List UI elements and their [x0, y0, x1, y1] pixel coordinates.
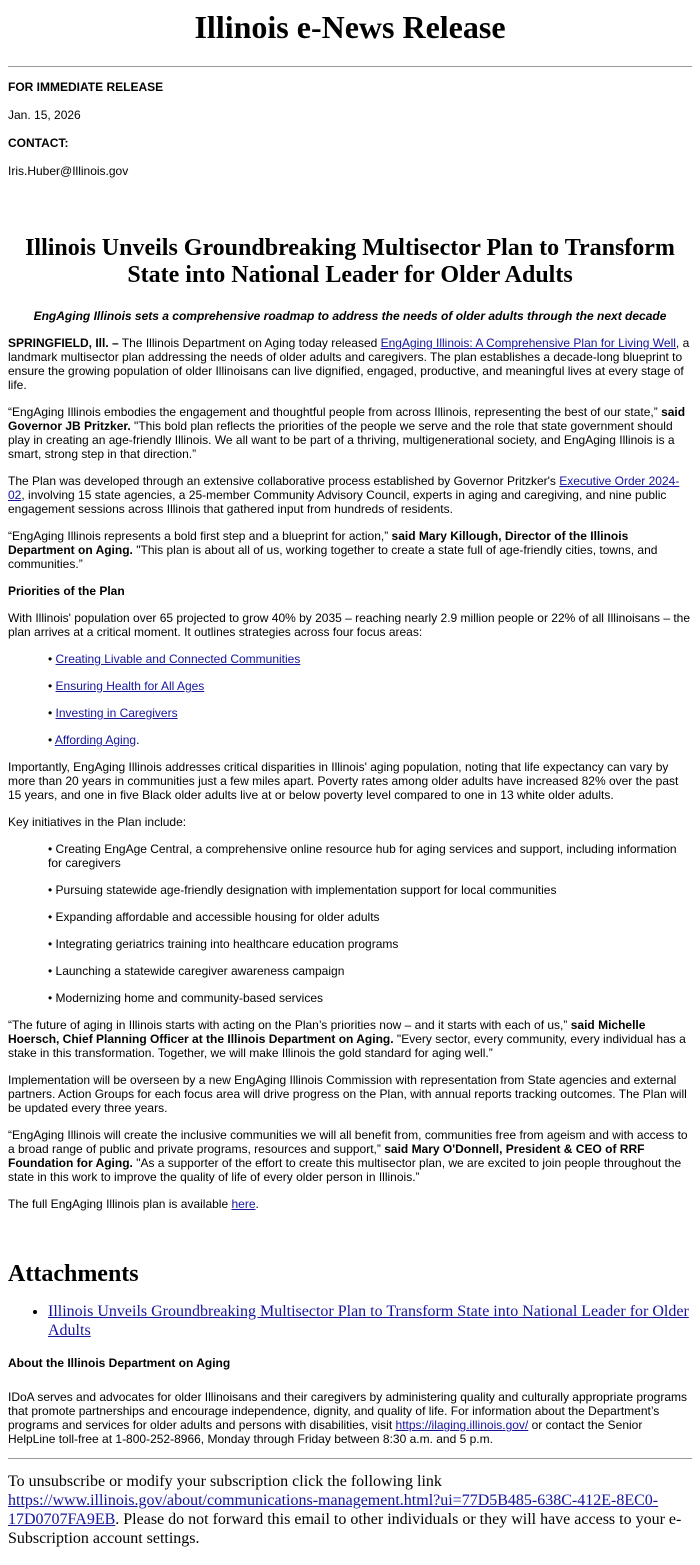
focus-area-item	[48, 733, 692, 747]
initiatives-intro: Key initiatives in the Plan include:	[8, 815, 187, 829]
paragraph-hoersch-quote	[8, 1018, 692, 1060]
paragraph-implementation: Implementation will be overseen by a new EngAging Illinois Commission with representation from State agencies and external partners. Action Groups for each focus area will drive progress on the Plan, with annual reports tracking outcomes. The Plan will be updated every three years.	[8, 1073, 687, 1115]
quote-text: “The future of aging in Illinois starts with acting on the Plan’s priorities now – and it starts with each of us,”	[8, 1018, 571, 1032]
speaker-attribution: said Mary Killough, Director of the Illinois Department on Aging.	[8, 529, 629, 557]
release-meta	[8, 80, 692, 178]
bullet: •	[48, 706, 56, 720]
suffix: .	[136, 733, 140, 747]
initiatives-list	[8, 842, 692, 1005]
article-subhead: EngAging Illinois sets a comprehensive roadmap to address the needs of older adults through the next decade	[33, 309, 667, 323]
text: , involving 15 state agencies, a 25-member Community Advisory Council, experts in aging and caregiving, and nine public engagement sessions across Illinois that gathered input from hundreds of residents.	[8, 488, 667, 516]
attachment-item	[48, 1302, 692, 1340]
speaker-attribution: said Michelle Hoersch, Chief Planning Officer at the Illinois Department on Aging.	[8, 1018, 646, 1046]
about-paragraph	[8, 1390, 692, 1446]
contact-label: CONTACT:	[8, 136, 69, 150]
text: .	[255, 1197, 259, 1211]
quote-text: "As a supporter of the effort to create this multisector plan, we are excited to join people throughout the state in this work to improve the quality of life of every older person in Illinois.”	[8, 1156, 682, 1184]
focus-area-item	[48, 706, 692, 720]
full-plan-here-link[interactable]: here	[231, 1197, 256, 1211]
attachments-heading: Attachments	[8, 1261, 139, 1287]
quote-text: “EngAging Illinois embodies the engagement and thoughtful people from across Illinois, representing the best of our state,”	[8, 405, 662, 419]
release-date: Jan. 15, 2026	[8, 108, 81, 122]
paragraph-intro	[8, 336, 692, 392]
bullet: •	[48, 679, 56, 693]
text: . Please do not forward this email to other individuals or they will have access to your e-Subscription account settings.	[8, 1511, 682, 1547]
focus-area-link-communities[interactable]: Creating Livable and Connected Communities	[55, 652, 301, 666]
attachment-link[interactable]: Illinois Unveils Groundbreaking Multisector Plan to Transform State into National Leader for Older Adults	[48, 1303, 689, 1339]
initiative-item: • Modernizing home and community-based services	[48, 991, 323, 1005]
paragraph-disparities: Importantly, EngAging Illinois addresses critical disparities in Illinois' aging population, noting that life expectancy can vary by more than 20 years in communities just a few miles apart. Poverty rates among older adults have increased 82% over the past 15 years, and one in five Black older adults live at or below poverty level compared to one in 13 white older adults.	[8, 760, 679, 802]
footer-divider	[8, 1458, 692, 1459]
initiative-item: • Expanding affordable and accessible housing for older adults	[48, 910, 380, 924]
paragraph-odonnell-quote	[8, 1128, 692, 1184]
text: or contact the Senior HelpLine toll-free at 1-800-252-8966, Monday through Friday between 8:30 a.m. and 5 p.m.	[8, 1418, 643, 1446]
divider	[8, 66, 692, 67]
focus-areas-list	[8, 652, 692, 747]
plan-link[interactable]: EngAging Illinois: A Comprehensive Plan for Living Well	[380, 336, 676, 350]
executive-order-link[interactable]: Executive Order 2024-02	[8, 474, 680, 502]
speaker-attribution: said Governor JB Pritzker.	[8, 405, 686, 433]
bullet: •	[48, 652, 56, 666]
initiative-item: • Pursuing statewide age-friendly designation with implementation support for local communities	[48, 883, 557, 897]
about-heading: About the Illinois Department on Aging	[8, 1356, 231, 1370]
dateline: SPRINGFIELD, Ill. –	[8, 336, 119, 350]
priorities-heading: Priorities of the Plan	[8, 584, 125, 598]
focus-area-item	[48, 679, 692, 693]
speaker-attribution: said Mary O'Donnell, President & CEO of RRF Foundation for Aging.	[8, 1142, 645, 1170]
text: To unsubscribe or modify your subscription click the following link	[8, 1473, 442, 1490]
focus-area-link-health[interactable]: Ensuring Health for All Ages	[55, 679, 205, 693]
focus-area-item	[48, 652, 692, 666]
ilaging-website-link[interactable]: https://ilaging.illinois.gov/	[395, 1418, 529, 1432]
quote-text: "This bold plan reflects the priorities of the people we serve and the role that state government should play in creating an age-friendly Illinois. We all want to be part of a thriving, multigenerational society, and EngAging Illinois is a smart, strong step in that direction.”	[8, 419, 675, 461]
masthead-title: Illinois e-News Release	[194, 9, 506, 45]
paragraph-population: With Illinois' population over 65 projected to grow 40% by 2035 – reaching nearly 2.9 million people or 22% of all Illinoisans – the plan arrives at a critical moment. It outlines strategies across four focus areas:	[8, 611, 691, 639]
article-body	[8, 336, 692, 1211]
text: The Illinois Department on Aging today released	[118, 336, 381, 350]
contact-email: Iris.Huber@Illinois.gov	[8, 164, 129, 178]
initiative-item: • Integrating geriatrics training into healthcare education programs	[48, 937, 399, 951]
paragraph-killough-quote	[8, 529, 692, 571]
text: The Plan was developed through an extensive collaborative process established by Governor Pritzker's	[8, 474, 560, 488]
initiative-item: • Launching a statewide caregiver awareness campaign	[48, 964, 345, 978]
focus-area-link-caregivers[interactable]: Investing in Caregivers	[55, 706, 178, 720]
quote-text: “EngAging Illinois represents a bold first step and a blueprint for action,”	[8, 529, 392, 543]
text: , a landmark multisector plan addressing the needs of older adults and caregivers. The plan establishes a decade-long blueprint to ensure the growing population of older Illinoisans can live dignified, engaged, productive, and meaningful lives at every stage of life.	[8, 336, 690, 392]
initiative-item: • Creating EngAge Central, a comprehensive online resource hub for aging services and support, including information for caregivers	[48, 842, 677, 870]
quote-text: "This plan is about all of us, working together to create a state full of age-friendly cities, towns, and communities.”	[8, 543, 658, 571]
unsubscribe-notice	[8, 1472, 692, 1562]
paragraph-pritzker-quote	[8, 405, 692, 461]
attachments-list	[8, 1302, 692, 1340]
bullet: •	[48, 733, 55, 747]
focus-area-link-affording[interactable]: Affording Aging	[54, 733, 137, 747]
quote-text: "Every sector, every community, every individual has a stake in this transformation. Together, we will make Illinois the gold standard for aging well.”	[8, 1032, 686, 1060]
article-headline: Illinois Unveils Groundbreaking Multisector Plan to Transform State into National Leader for Older Adults	[25, 235, 675, 288]
unsubscribe-link[interactable]: https://www.illinois.gov/about/communications-management.html?ui=77D5B485-638C-412E-8EC0-17D0707FA9EB	[8, 1492, 659, 1528]
paragraph-full-plan	[8, 1197, 692, 1211]
release-label: FOR IMMEDIATE RELEASE	[8, 80, 164, 94]
quote-text: “EngAging Illinois will create the inclusive communities we will all benefit from, communities free from ageism and with access to a broad range of public and private programs, resources and support,”	[8, 1128, 688, 1156]
text: The full EngAging Illinois plan is available	[8, 1197, 232, 1211]
paragraph-process	[8, 474, 692, 516]
text: IDoA serves and advocates for older Illinoisans and their caregivers by administering quality and culturally appropriate programs that promote partnerships and encourage independence, dignity, and quality of life. For information about the Department’s programs and services for older adults and persons with disabilities, visit	[8, 1390, 688, 1432]
